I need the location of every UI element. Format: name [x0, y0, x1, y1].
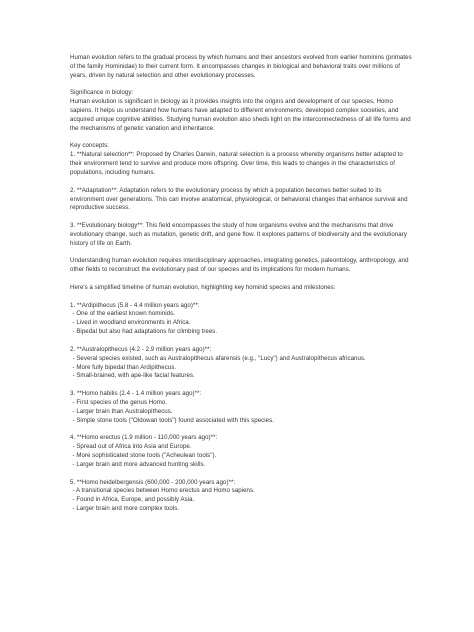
timeline-point: - Simple stone tools ("Oldowan tools") found associated with this species. [72, 416, 274, 424]
spacer [70, 381, 415, 390]
timeline-point: - Several species existed, such as Australopithecus afarensis (e.g., "Lucy") and Australopithecus africanus. [72, 354, 366, 362]
timeline-point: - Small-brained, with ape-like facial features. [72, 372, 195, 380]
understanding-paragraph: Understanding human evolution requires interdisciplinary approaches, integrating genetics, paleontology, anthropology, and other fields to reconstruct the evolutionary past of our species and its implications for modern humans. [70, 257, 409, 274]
timeline-intro: Here's a simplified timeline of human evolution, highlighting key hominid species and milestones: [70, 283, 336, 291]
key-concept-item: 3. **Evolutionary biology**: This field encompasses the study of how organisms evolve and the mechanisms that drive evolutionary change, such as mutation, genetic drift, and gene flow. It explores patterns of biodiversity and the evolutionary history of life on Earth. [70, 222, 407, 247]
timeline-title: 5. **Homo heidelbergensis (600,000 - 200,000 years ago)**: [70, 478, 236, 486]
timeline-title: 4. **Homo erectus (1.9 million - 110,000 years ago)**: [70, 434, 218, 442]
spacer [70, 134, 415, 143]
document-body [70, 54, 415, 514]
timeline-point: - Larger brain and more complex tools. [72, 505, 180, 513]
spacer [70, 81, 415, 90]
significance-heading: Significance in biology: [70, 89, 134, 97]
timeline-point: - Lived in woodland environments in Africa. [72, 319, 191, 327]
timeline-point: - Spread out of Africa into Asia and Europe. [72, 443, 192, 451]
spacer [70, 293, 415, 302]
timeline-point: - Found in Africa, Europe, and possibly Asia. [72, 496, 195, 504]
spacer [70, 213, 415, 222]
timeline-point: - More sophisticated stone tools ("Acheulean tools"). [72, 451, 217, 459]
timeline-point: - A transitional species between Homo erectus and Homo sapiens. [72, 487, 255, 495]
spacer [70, 249, 415, 258]
significance-paragraph: Human evolution is significant in biology as it provides insights into the origins and development of our species, Homo sapiens. It helps us understand how humans have adapted to different environments, developed complex societies, and acquired unique cognitive abilities. Studying human evolution also sheds light on the interconnectedness of all life forms and the mechanisms of genetic variation and inheritance. [70, 98, 411, 132]
timeline-point: - First species of the genus Homo. [72, 398, 167, 406]
timeline-point: - More fully bipedal than Ardipithecus. [72, 363, 177, 371]
spacer [70, 470, 415, 479]
key-concept-item: 2. **Adaptation**: Adaptation refers to the evolutionary process by which a population becomes better suited to its environment over generations. This can involve anatomical, physiological, or behavioral changes that enhance survival and reproductive success. [70, 186, 408, 212]
timeline-point: - One of the earliest known hominids. [72, 310, 175, 318]
spacer [70, 275, 415, 284]
intro-paragraph: Human evolution refers to the gradual process by which humans and their ancestors evolved from earlier hominins (primates of the family Hominidae) to their current form. It encompasses changes in biological and behavioral traits over millions of years, driven by natural selection and other evolutionary processes. [70, 54, 412, 79]
key-concept-item: 1. **Natural selection**: Proposed by Charles Darwin, natural selection is a process whereby organisms better adapted to their environment tend to survive and produce more offspring. Over time, this leads to changes in the characteristics of populations, including humans. [70, 151, 403, 176]
key-concepts-heading: Key concepts: [70, 142, 109, 150]
timeline-point: - Bipedal but also had adaptations for climbing trees. [72, 328, 218, 336]
spacer [70, 337, 415, 346]
timeline-title: 3. **Homo habilis (2.4 - 1.4 million years ago)**: [70, 390, 202, 398]
timeline-title: 1. **Ardipithecus (5.8 - 4.4 million years ago)**: [70, 301, 200, 309]
spacer [70, 178, 415, 187]
timeline-point: - Larger brain and more advanced hunting skills. [72, 460, 206, 468]
timeline-title: 2. **Australopithecus (4.2 - 2.9 million years ago)**: [70, 345, 212, 353]
timeline-point: - Larger brain than Australopithecus. [72, 407, 173, 415]
spacer [70, 425, 415, 434]
